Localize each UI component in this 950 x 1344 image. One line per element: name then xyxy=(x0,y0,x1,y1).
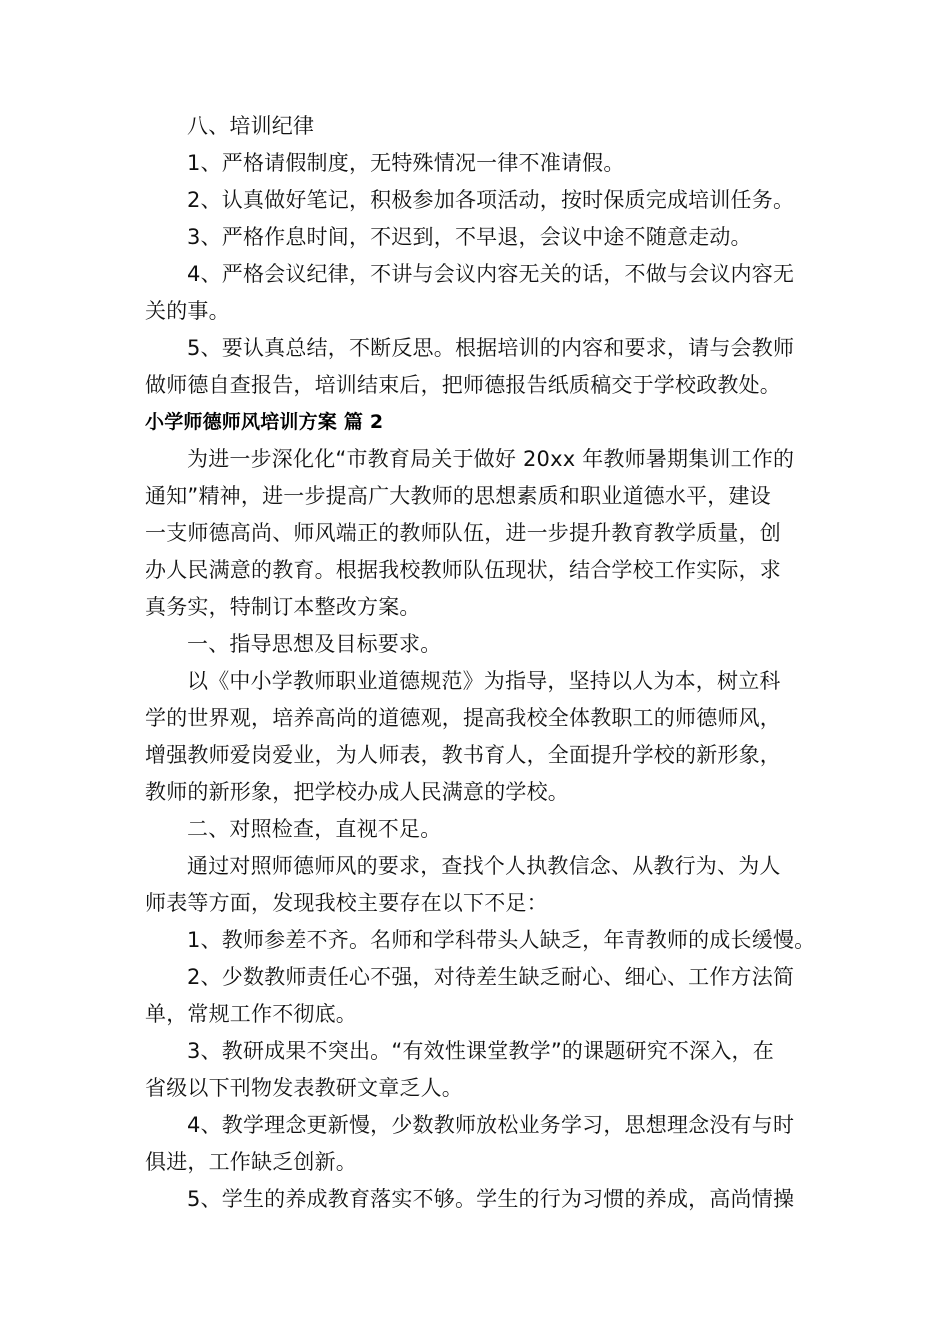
paragraph-line: 5、学生的养成教育落实不够。学生的行为习惯的养成，高尚情操 xyxy=(187,1187,795,1211)
paragraph-line: 做师德自查报告，培训结束后，把师德报告纸质稿交于学校政教处。 xyxy=(145,373,781,397)
paragraph-line: 3、教研成果不突出。“有效性课堂教学”的课题研究不深入，在 xyxy=(187,1039,774,1063)
paragraph-line: 学的世界观，培养高尚的道德观，提高我校全体教职工的师德师风， xyxy=(145,706,781,730)
paragraph-line: 教师的新形象，把学校办成人民满意的学校。 xyxy=(145,780,569,804)
paragraph-line: 以《中小学教师职业道德规范》为指导，坚持以人为本，树立科 xyxy=(187,669,781,693)
paragraph-line: 单，常规工作不彻底。 xyxy=(145,1002,357,1026)
paragraph-line: 2、少数教师责任心不强，对待差生缺乏耐心、细心、工作方法简 xyxy=(187,965,795,989)
article-title: 小学师德师风培训方案 篇 2 xyxy=(145,411,384,433)
paragraph-line: 4、严格会议纪律，不讲与会议内容无关的话，不做与会议内容无 xyxy=(187,262,795,286)
section-heading-inspection: 二、对照检查，直视不足。 xyxy=(187,817,442,841)
paragraph-line: 增强教师爱岗爱业，为人师表，教书育人，全面提升学校的新形象， xyxy=(145,743,781,767)
paragraph-line: 办人民满意的教育。根据我校教师队伍现状，结合学校工作实际，求 xyxy=(145,558,781,582)
paragraph-line: 关的事。 xyxy=(145,299,230,323)
paragraph-line: 4、教学理念更新慢，少数教师放松业务学习，思想理念没有与时 xyxy=(187,1113,795,1137)
section-heading-guiding-ideology: 一、指导思想及目标要求。 xyxy=(187,632,442,656)
paragraph-line: 师表等方面，发现我校主要存在以下不足： xyxy=(145,891,548,915)
paragraph-line: 真务实，特制订本整改方案。 xyxy=(145,595,421,619)
paragraph-line: 3、严格作息时间，不迟到，不早退，会议中途不随意走动。 xyxy=(187,225,752,249)
paragraph-line: 2、认真做好笔记，积极参加各项活动，按时保质完成培训任务。 xyxy=(187,188,795,212)
paragraph-line: 省级以下刊物发表教研文章乏人。 xyxy=(145,1076,463,1100)
paragraph-line: 1、教师参差不齐。名师和学科带头人缺乏，年青教师的成长缓慢。 xyxy=(187,928,816,952)
paragraph-line: 通过对照师德师风的要求，查找个人执教信念、从教行为、为人 xyxy=(187,854,781,878)
paragraph-line: 俱进，工作缺乏创新。 xyxy=(145,1150,357,1174)
section-heading-discipline: 八、培训纪律 xyxy=(187,114,315,138)
paragraph-line: 通知”精神，进一步提高广大教师的思想素质和职业道德水平，建设 xyxy=(145,484,771,508)
paragraph-line: 1、严格请假制度，无特殊情况一律不准请假。 xyxy=(187,151,625,175)
paragraph-line: 5、要认真总结，不断反思。根据培训的内容和要求，请与会教师 xyxy=(187,336,795,360)
paragraph-line: 一支师德高尚、师风端正的教师队伍，进一步提升教育教学质量，创 xyxy=(145,521,781,545)
paragraph-line: 为进一步深化化“市教育局关于做好 20xx 年教师暑期集训工作的 xyxy=(187,447,795,471)
